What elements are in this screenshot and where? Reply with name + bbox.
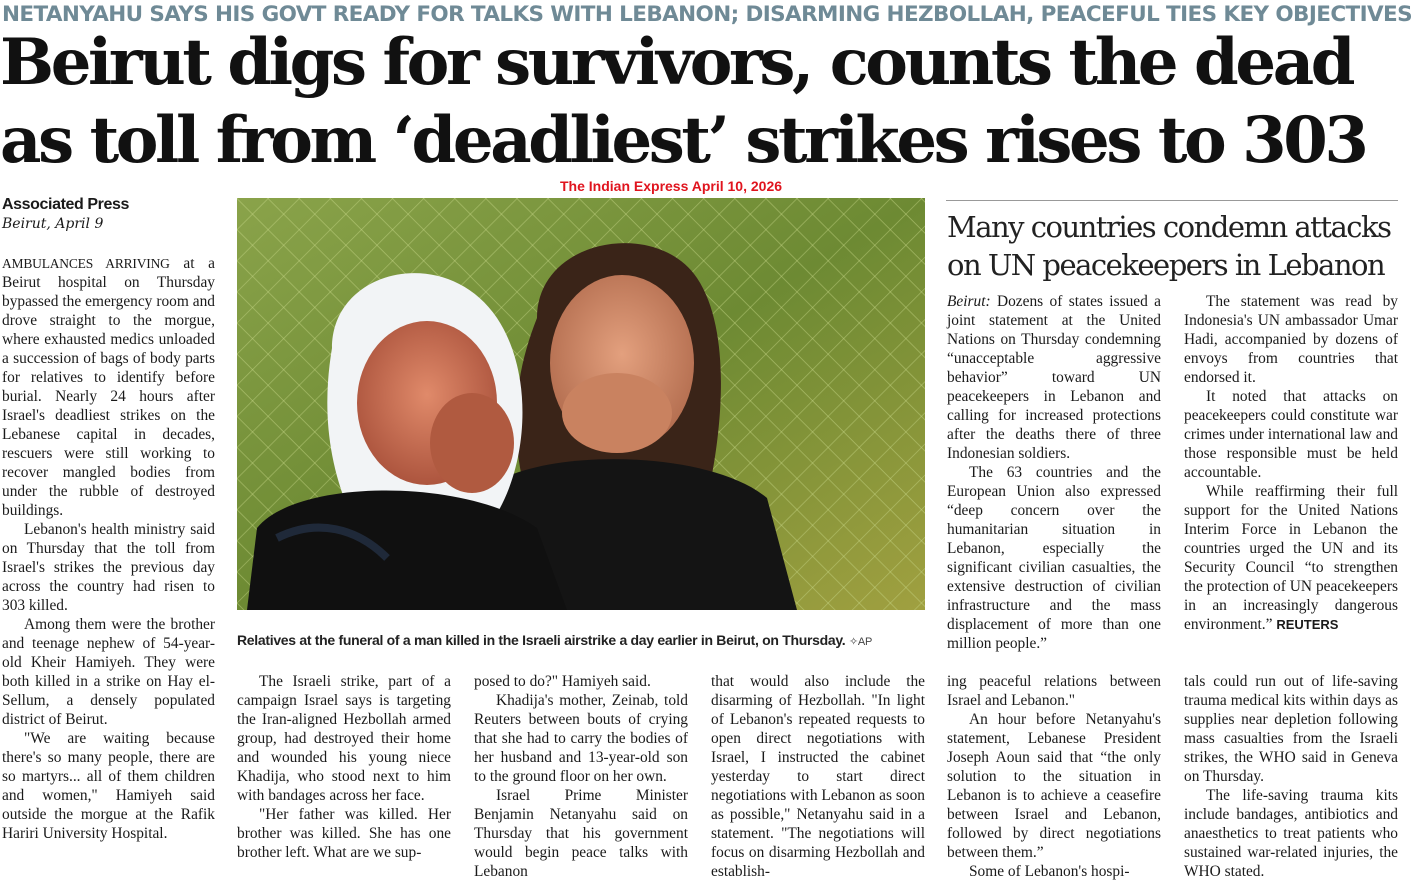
- kicker-strap: NETANYAHU SAYS HIS GOVT READY FOR TALKS WITH LEBANON; DISARMING HEZBOLLAH, PEACEFUL TIES KEY OBJECTIVES: [2, 2, 1412, 27]
- photo-caption: [237, 632, 937, 648]
- photo-illustration: [237, 198, 925, 610]
- lead-in-caps: AMBULANCES ARRIVING: [2, 256, 170, 271]
- story-paragraph: [1184, 482, 1398, 634]
- main-column-4: [711, 672, 925, 882]
- story-paragraph: An hour before Netanyahu's statement, Lebanese President Joseph Aoun said that “the only solution to the situation in Lebanon is to achieve a ceasefire between Israel and Lebanon, followed by direct negotiations between them.”: [947, 711, 1161, 861]
- main-column-1: [2, 254, 215, 880]
- sidebar-column-2: [1184, 292, 1398, 634]
- paragraph-text: at a Beirut hospital on Thursday bypassed the emergency room and drove straight to the morgue, where exhausted medics unloaded a succession of bags of body parts for relatives to identify before burial. Nearly 24 hours after Israel's deadliest strikes on the Lebanese capital in decades, rescuers were still working to recover mangled bodies from under the rubble of destroyed buildings.: [2, 255, 215, 519]
- story-paragraph: ing peaceful relations between Israel and Lebanon.": [947, 673, 1161, 709]
- main-column-3: [474, 672, 688, 882]
- byline: [2, 196, 217, 232]
- camera-icon: ✧: [849, 636, 858, 648]
- paragraph-text: While reaffirming their full support for the United Nations Interim Force in Lebanon the countries urged the UN and its Security Council “to strengthen the protection of UN peacekeepers in an increasingly dangerous environment.”: [1184, 483, 1398, 633]
- headline-line-1: Beirut digs for survivors, counts the dead: [0, 25, 1353, 100]
- byline-dateline: Beirut, April 9: [2, 216, 104, 232]
- news-photo: [237, 198, 925, 610]
- source-tag: The Indian Express April 10, 2026: [560, 178, 783, 194]
- story-paragraph: The Israeli strike, part of a campaign Israel says is targeting the Iran-aligned Hezbollah armed group, had destroyed their home and wounded his young niece Khadija, who stood next to him with bandages across her face.: [237, 673, 451, 804]
- story-paragraph: It noted that attacks on peacekeepers could constitute war crimes under international law and those responsible must be held accountable.: [1184, 388, 1398, 481]
- main-column-5: [947, 672, 1161, 882]
- caption-text: Relatives at the funeral of a man killed in the Israeli airstrike a day earlier in Beirut, on Thursday.: [237, 632, 846, 648]
- sidebar-headline: Many countries condemn attacks on UN peacekeepers in Lebanon: [947, 210, 1391, 282]
- agency-credit: REUTERS: [1276, 617, 1339, 632]
- sidebar-rule: [946, 200, 1398, 201]
- main-column-6: [1184, 672, 1398, 882]
- story-paragraph: The 63 countries and the European Union also expressed “deep concern over the humanitarian situation in Lebanon, especially the significant civilian casualties, the extensive destruction of civilian infrastructure and the mass displacement of more than one million people.”: [947, 464, 1161, 652]
- main-headline: [0, 24, 1400, 180]
- story-paragraph: The statement was read by Indonesia's UN ambassador Umar Hadi, accompanied by dozens of envoys from countries that endorsed it.: [1184, 293, 1398, 386]
- story-paragraph: "Her father was killed. Her brother was killed. She has one brother left. What are we sup-: [237, 806, 451, 861]
- story-paragraph: [2, 254, 215, 520]
- story-paragraph: [947, 292, 1161, 463]
- story-paragraph: that would also include the disarming of Hezbollah. "In light of Lebanon's repeated requests to open direct negotiations with Israel, I instructed the cabinet yesterday to start direct negotiations with Lebanon as soon as possible," Netanyahu said in a statement. "The negotiations will focus on disarming Hezbollah and establish-: [711, 673, 925, 880]
- sidebar-dateline: Beirut:: [947, 293, 991, 310]
- headline-line-2: as toll from ‘deadliest’ strikes rises to 303: [0, 103, 1366, 178]
- byline-agency: Associated Press: [2, 196, 130, 213]
- story-paragraph: Khadija's mother, Zeinab, told Reuters between bouts of crying that she had to carry the bodies of her husband and 13-year-old son to the ground floor on her own.: [474, 692, 688, 785]
- story-paragraph: tals could run out of life-saving trauma medical kits within days as supplies near depletion following mass casualties from the Israeli strikes, the WHO said in Geneva on Thursday.: [1184, 673, 1398, 785]
- story-paragraph: Lebanon's health ministry said on Thursday that the toll from Israel's strikes the previous day across the country had risen to 303 killed.: [2, 521, 215, 614]
- story-paragraph: posed to do?" Hamiyeh said.: [474, 673, 651, 690]
- story-paragraph: "We are waiting because there's so many people, there are so martyrs... all of them children and women," Hamiyeh said outside the morgue at the Rafik Hariri University Hospital.: [2, 730, 215, 842]
- story-paragraph: The life-saving trauma kits include bandages, antibiotics and anaesthetics to treat patients who sustained war-related injuries, the WHO stated.: [1184, 787, 1398, 880]
- story-paragraph: Some of Lebanon's hospi-: [969, 863, 1130, 880]
- main-column-2: [237, 672, 451, 882]
- sidebar-column-1: [947, 292, 1161, 652]
- photo-credit: AP: [857, 636, 872, 648]
- paragraph-text: Dozens of states issued a joint statement at the United Nations on Thursday condemning “unacceptable aggressive behavior” toward UN peacekeepers in Lebanon and calling for increased protections after the deaths there of three Indonesian soldiers.: [947, 293, 1161, 462]
- story-paragraph: Israel Prime Minister Benjamin Netanyahu said on Thursday that his government would begin peace talks with Lebanon: [474, 787, 688, 880]
- story-paragraph: Among them were the brother and teenage nephew of 54-year-old Kheir Hamiyeh. They were both killed in a strike on Hay el-Sellum, a densely populated district of Beirut.: [2, 616, 215, 728]
